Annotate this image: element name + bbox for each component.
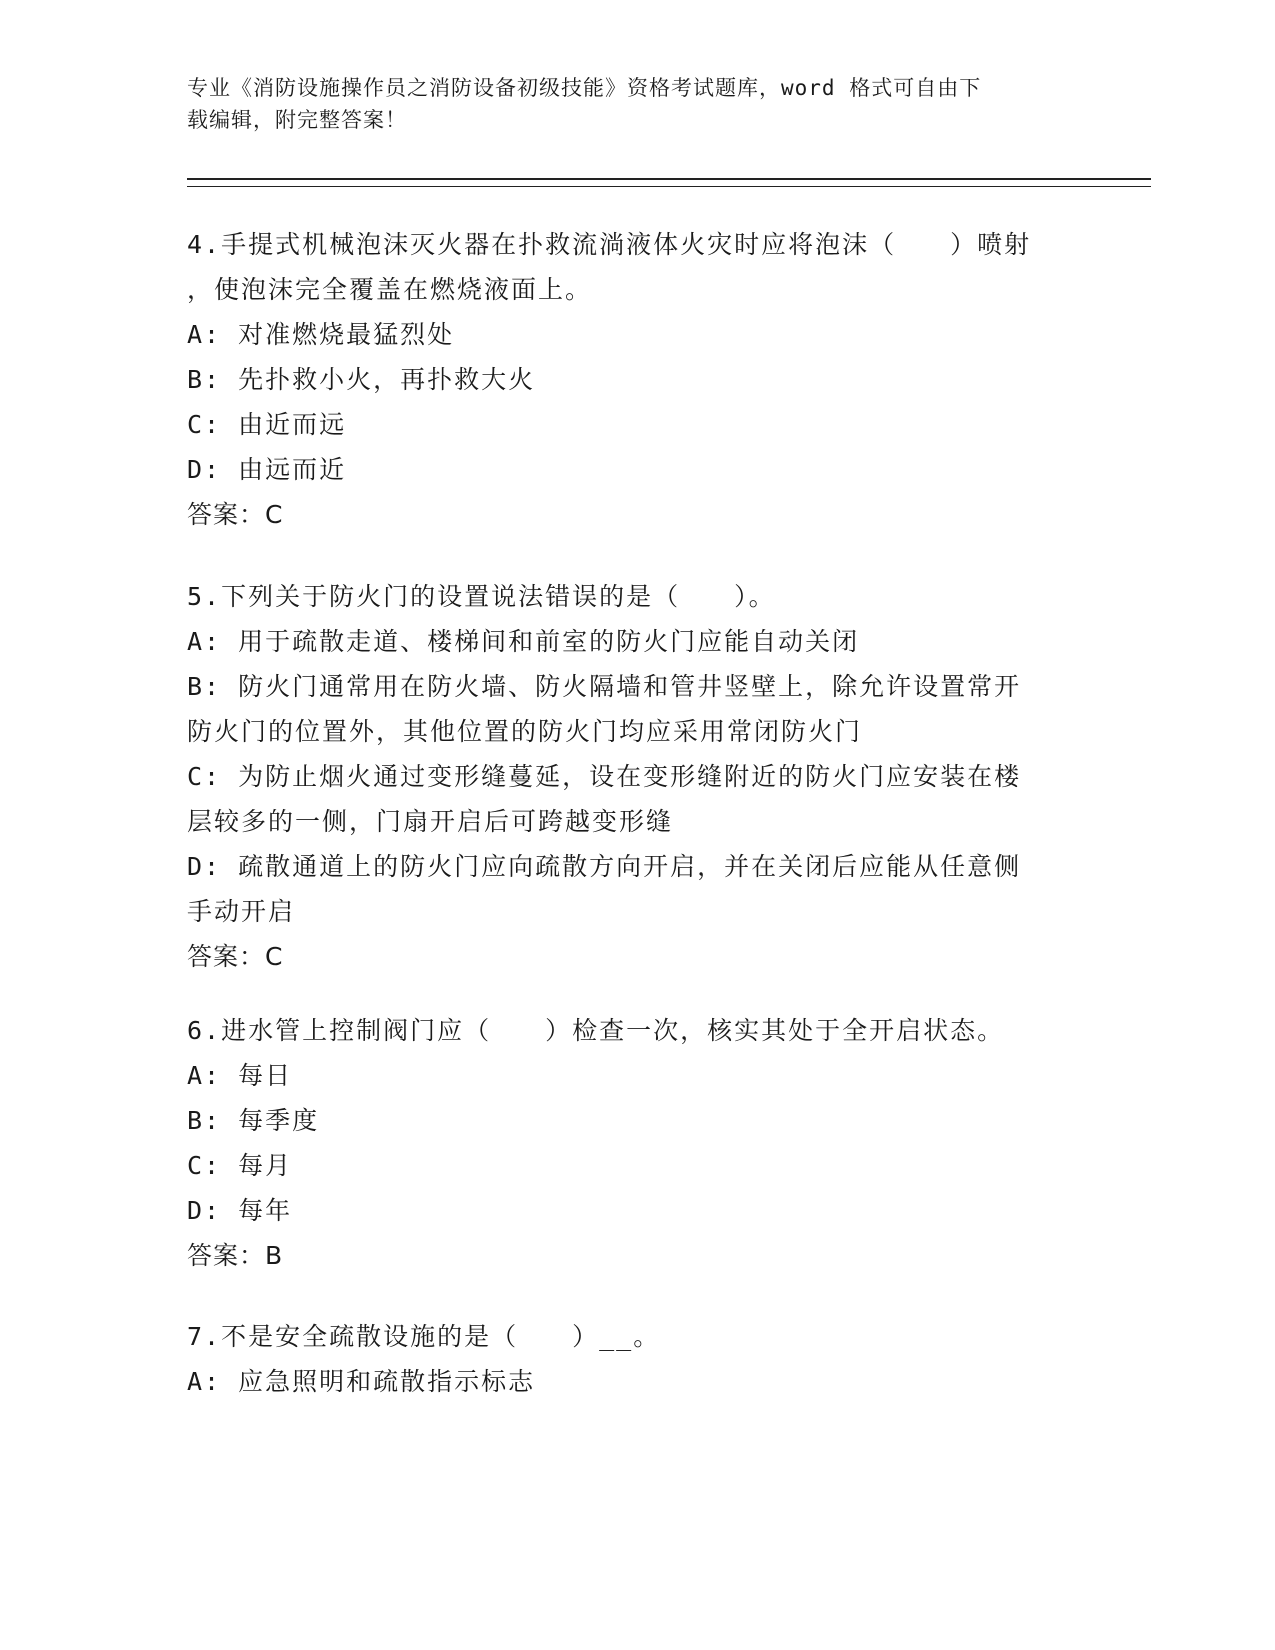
question-7 <box>187 1314 1077 1404</box>
option-b: B: 每季度 <box>187 1106 320 1135</box>
question-stem: 6.进水管上控制阀门应（ ）检查一次，核实其处于全开启状态。 <box>187 1016 1005 1045</box>
header-divider <box>187 178 1151 187</box>
header-line-2: 载编辑，附完整答案！ <box>187 108 407 132</box>
option-a: A: 对准燃烧最猛烈处 <box>187 320 455 349</box>
answer-label: 答案：B <box>187 1241 284 1270</box>
option-a: A: 应急照明和疏散指示标志 <box>187 1367 536 1396</box>
option-d: D: 由远而近 <box>187 455 347 484</box>
option-c-continued: 层较多的一侧，门扇开启后可跨越变形缝 <box>187 807 674 836</box>
option-c: C: 为防止烟火通过变形缝蔓延，设在变形缝附近的防火门应安装在楼 <box>187 762 1022 791</box>
document-header <box>187 72 1067 136</box>
question-4 <box>187 222 1077 537</box>
question-stem: 5.下列关于防火门的设置说法错误的是（ ）。 <box>187 582 776 611</box>
option-c: C: 每月 <box>187 1151 293 1180</box>
answer-label: 答案：C <box>187 942 284 971</box>
option-b-continued: 防火门的位置外，其他位置的防火门均应采用常闭防火门 <box>187 717 863 746</box>
option-b: B: 防火门通常用在防火墙、防火隔墙和管井竖壁上，除允许设置常开 <box>187 672 1022 701</box>
option-d-continued: 手动开启 <box>187 897 296 926</box>
option-c: C: 由近而远 <box>187 410 347 439</box>
answer-label: 答案：C <box>187 500 284 529</box>
question-stem: 4.手提式机械泡沫灭火器在扑救流淌液体火灾时应将泡沫（ ）喷射 <box>187 230 1032 259</box>
question-6 <box>187 1008 1077 1278</box>
option-b: B: 先扑救小火，再扑救大火 <box>187 365 536 394</box>
question-5 <box>187 574 1077 979</box>
header-line-1: 专业《消防设施操作员之消防设备初级技能》资格考试题库，word 格式可自由下 <box>187 76 982 100</box>
option-a: A: 用于疏散走道、楼梯间和前室的防火门应能自动关闭 <box>187 627 860 656</box>
question-stem: 7.不是安全疏散设施的是（ ）__。 <box>187 1322 661 1351</box>
option-d: D: 疏散通道上的防火门应向疏散方向开启，并在关闭后应能从任意侧 <box>187 852 1022 881</box>
question-stem: ，使泡沫完全覆盖在燃烧液面上。 <box>187 275 593 304</box>
option-d: D: 每年 <box>187 1196 293 1225</box>
option-a: A: 每日 <box>187 1061 293 1090</box>
